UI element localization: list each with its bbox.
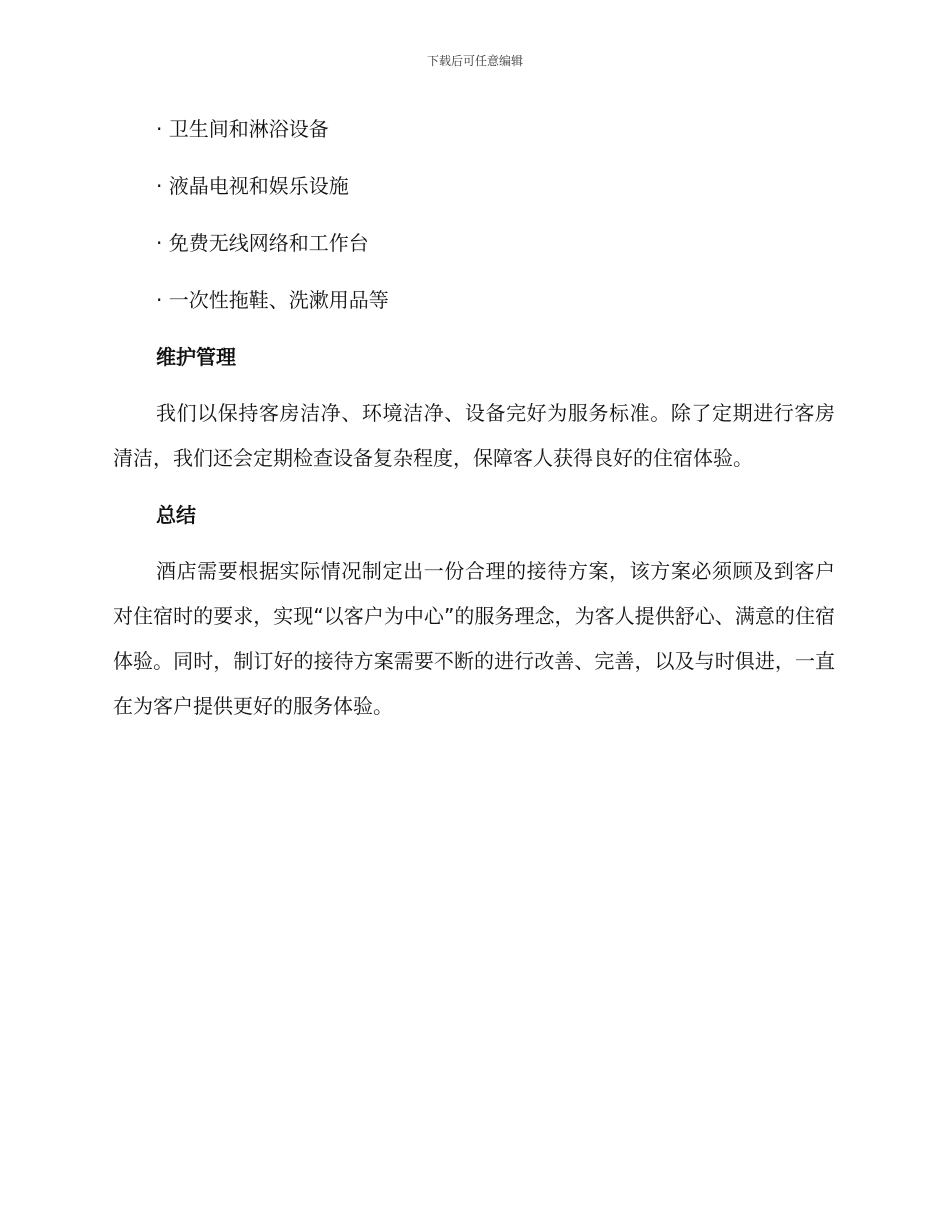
summary-paragraph: 酒店需要根据实际情况制定出一份合理的接待方案，该方案必须顾及到客户对住宿时的要求，实现“以客户为中心”的服务理念，为客人提供舒心、满意的住宿体验。同时，制订好的接待方案需要不断的进行改善、完善，以及与时俱进，一直在为客户提供更好的服务体验。 [113,559,835,718]
facility-item-toiletries: · 一次性拖鞋、洗漱用品等 [156,288,389,312]
section-heading-summary: 总结 [156,503,196,527]
page-header: 下载后可任意编辑 [426,54,523,68]
document-body [113,112,835,746]
facility-item-tv: · 液晶电视和娱乐设施 [156,174,349,198]
section-heading-maintenance: 维护管理 [156,345,236,369]
facility-item-wifi: · 免费无线网络和工作台 [156,231,369,255]
facility-item-bathroom: · 卫生间和淋浴设备 [156,117,329,141]
maintenance-paragraph: 我们以保持客房洁净、环境洁净、设备完好为服务标准。除了定期进行客房清洁，我们还会定期检查设备复杂程度，保障客人获得良好的住宿体验。 [113,401,835,470]
